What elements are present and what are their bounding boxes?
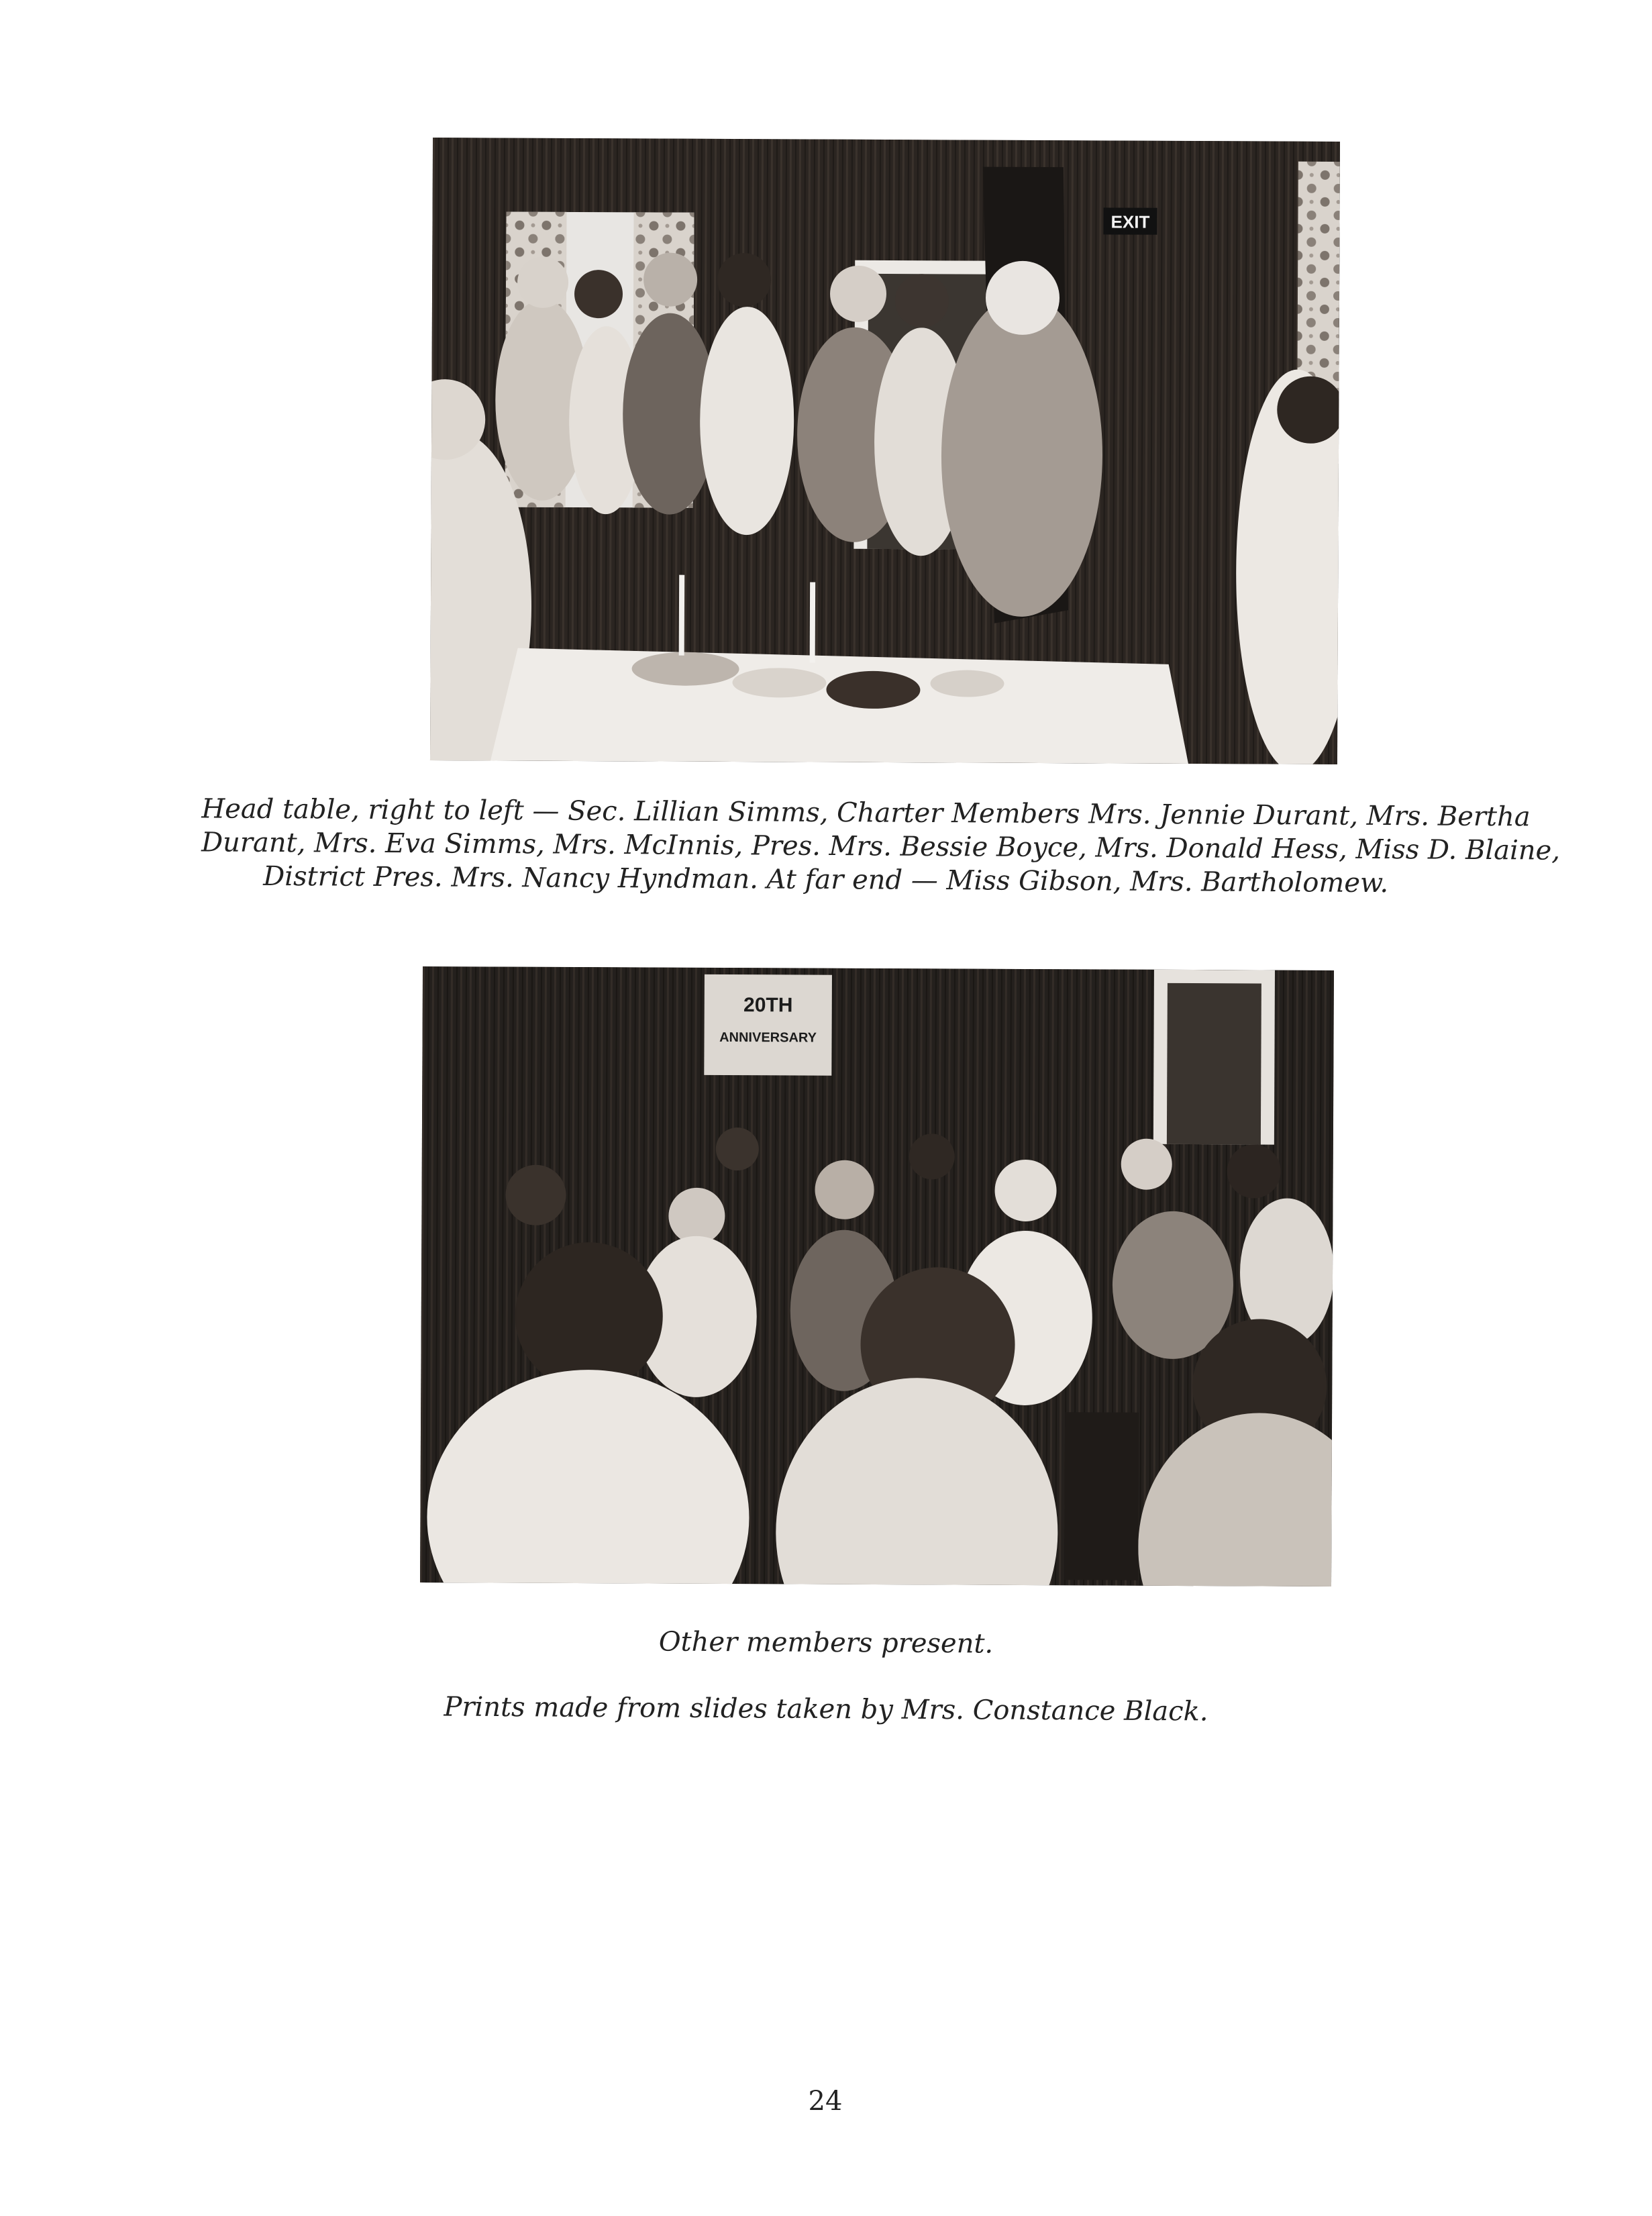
banner-line-1: 20TH (743, 994, 793, 1017)
head-table-caption (201, 792, 1561, 900)
head-table-caption-line-1: Head table, right to left — Sec. Lillian Simms, Charter Members Mrs. Jennie Durant, Mrs. Bertha (201, 793, 1531, 833)
head-table-caption-line-2: Durant, Mrs. Eva Simms, Mrs. McInnis, Pres. Mrs. Bessie Boyce, Mrs. Donald Hess, Miss D. Blaine, (201, 827, 1561, 866)
head-table-photo (430, 138, 1340, 764)
photo-credit: Prints made from slides taken by Mrs. Constance Black. (444, 1691, 1208, 1727)
other-members-photo-image (420, 966, 1334, 1587)
other-members-photo (420, 966, 1334, 1587)
banner-line-2: ANNIVERSARY (719, 1029, 817, 1046)
page-number: 24 (808, 2086, 843, 2117)
exit-sign: EXIT (1111, 211, 1150, 232)
head-table-photo-image (430, 138, 1340, 764)
head-table-caption-line-3: District Pres. Mrs. Nancy Hyndman. At far end — Miss Gibson, Mrs. Bartholomew. (263, 860, 1389, 899)
other-members-caption: Other members present. (658, 1626, 994, 1660)
